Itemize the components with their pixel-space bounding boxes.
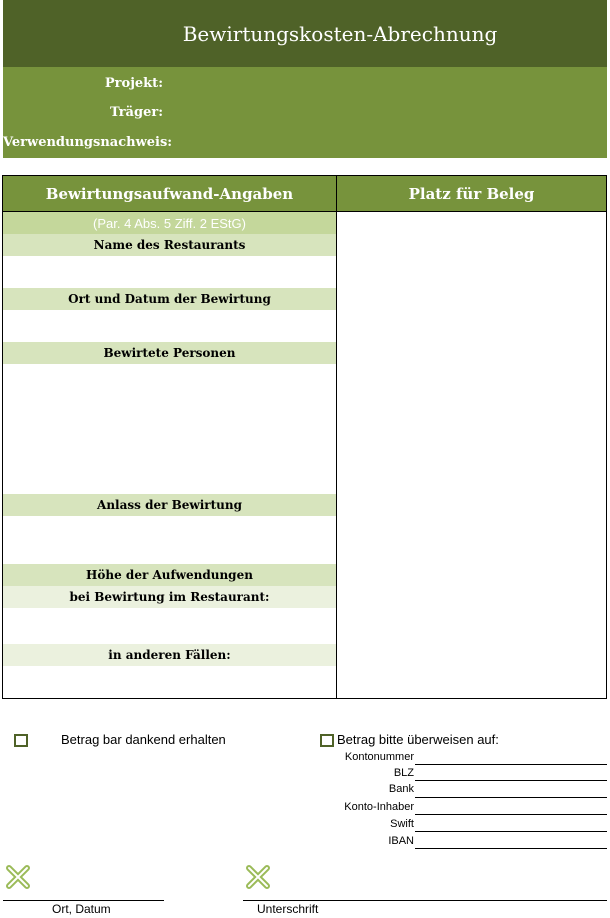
ueberweisen-checkbox[interactable] xyxy=(320,734,334,747)
swift-line[interactable] xyxy=(415,831,607,832)
ort-datum-label: Ort, Datum xyxy=(52,902,111,916)
bar-label: Betrag bar dankend erhalten xyxy=(61,732,226,747)
bewirtete-personen-label: Bewirtete Personen xyxy=(3,342,336,364)
kontonummer-label: Kontonummer xyxy=(344,751,414,763)
restaurant-bewirtung-label: bei Bewirtung im Restaurant: xyxy=(3,586,336,608)
x-mark-icon xyxy=(245,864,271,890)
projekt-label: Projekt: xyxy=(104,76,163,91)
anlass-label: Anlass der Bewirtung xyxy=(3,494,336,516)
iban-line[interactable] xyxy=(415,848,607,849)
x-mark-icon xyxy=(5,864,31,890)
title-bar xyxy=(3,0,607,67)
swift-label: Swift xyxy=(390,818,414,830)
ort-datum-line[interactable] xyxy=(3,900,164,901)
unterschrift-label: Unterschrift xyxy=(257,902,319,916)
andere-faelle-label: in anderen Fällen: xyxy=(3,644,336,666)
traeger-label: Träger: xyxy=(109,105,163,120)
column-divider xyxy=(336,176,337,698)
unterschrift-line[interactable] xyxy=(243,900,607,901)
bar-checkbox[interactable] xyxy=(14,734,28,747)
bank-line[interactable] xyxy=(415,797,607,798)
inhaber-line[interactable] xyxy=(415,814,607,815)
verwendungsnachweis-label: Verwendungsnachweis: xyxy=(3,135,173,150)
blz-label: BLZ xyxy=(393,767,414,779)
bank-label: Bank xyxy=(388,783,414,795)
inhaber-label: Konto-Inhaber xyxy=(344,801,414,813)
kontonummer-line[interactable] xyxy=(415,764,607,765)
table-header-right: Platz für Beleg xyxy=(337,176,606,211)
ueberweisen-label: Betrag bitte überweisen auf: xyxy=(337,732,499,747)
meta-block xyxy=(3,67,607,158)
hoehe-label: Höhe der Aufwendungen xyxy=(3,564,336,586)
restaurant-label: Name des Restaurants xyxy=(3,234,336,256)
ort-datum-bewirtung-label: Ort und Datum der Bewirtung xyxy=(3,288,336,310)
table-header-left: Bewirtungsaufwand-Angaben xyxy=(3,176,336,211)
expense-table xyxy=(2,175,607,699)
page-title: Bewirtungskosten-Abrechnung xyxy=(182,21,498,46)
legal-note: (Par. 4 Abs. 5 Ziff. 2 EStG) xyxy=(3,212,336,234)
blz-line[interactable] xyxy=(415,780,607,781)
iban-label: IBAN xyxy=(388,835,414,847)
